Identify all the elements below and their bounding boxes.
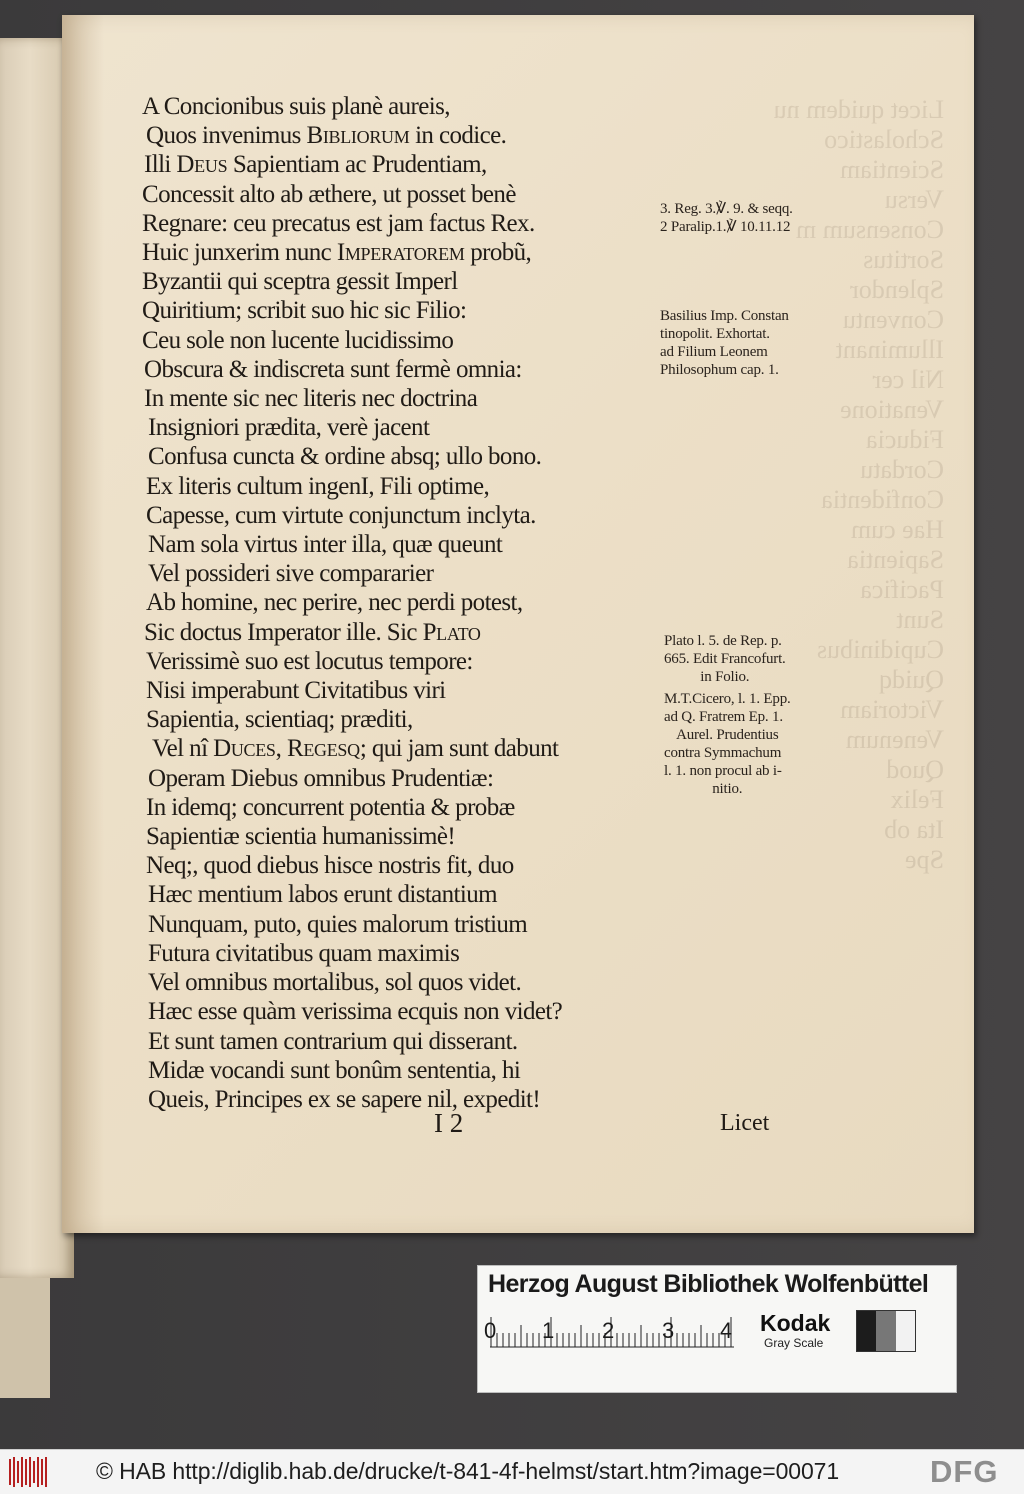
poem-text-run: Ceu sole non lucente lucidissimo xyxy=(142,326,454,354)
ruler-scale xyxy=(490,1313,740,1349)
poem-text-run: Imperatorem xyxy=(336,239,465,267)
poem-text-run: Illi xyxy=(144,151,177,179)
marginal-note-line: 2 Paralip.1.℣ 10.11.12 xyxy=(660,219,791,235)
marginal-note-line: tinopolit. Exhortat. xyxy=(660,326,770,342)
poem-text-run: Capesse, cum virtute conjunctum inclyta. xyxy=(146,501,536,529)
poem-text xyxy=(142,92,662,1114)
dfg-logo: DFG xyxy=(930,1454,999,1489)
poem-line xyxy=(142,618,662,647)
poem-line xyxy=(142,647,662,676)
poem-line xyxy=(142,150,662,179)
poem-text-run: Ab homine, nec perire, nec perdi potest, xyxy=(146,589,523,617)
poem-text-run: Regesq xyxy=(286,735,360,763)
poem-text-run: Nisi imperabunt Civitatibus viri xyxy=(146,677,446,705)
library-name: Herzog August Bibliothek Wolfenbüttel xyxy=(488,1270,929,1298)
poem-text-run: Nunquam, puto, quies malorum tristium xyxy=(148,910,528,938)
poem-text-run: Deus xyxy=(176,151,228,179)
ruler-number: 4 xyxy=(720,1318,733,1343)
gray-patch xyxy=(896,1311,915,1351)
poem-line xyxy=(142,384,662,413)
marginal-note-line: Basilius Imp. Constan xyxy=(660,308,789,324)
poem-text-run: Confusa cuncta & ordine absq; ullo bono. xyxy=(148,443,542,471)
poem-text-run: Sapientiam ac Prudentiam, xyxy=(227,151,487,179)
poem-text-run: , xyxy=(275,735,287,763)
poem-text-run: Verissimè suo est locutus tempore: xyxy=(146,647,473,675)
marginal-note-line: Plato l. 5. de Rep. p. xyxy=(664,633,782,649)
poem-line xyxy=(142,676,662,705)
ruler-number: 0 xyxy=(484,1318,497,1343)
poem-line xyxy=(142,326,662,355)
poem-line xyxy=(142,209,662,238)
poem-line xyxy=(142,997,662,1026)
poem-line xyxy=(142,121,662,150)
poem-line xyxy=(142,180,662,209)
poem-text-run: Byzantii qui sceptra gessit Imperl xyxy=(142,268,458,296)
poem-line xyxy=(142,413,662,442)
poem-line xyxy=(142,939,662,968)
poem-text-run: Regnare: ceu precatus est jam factus Rex. xyxy=(142,209,535,237)
marginal-note-line: ad Filium Leonem xyxy=(660,344,768,360)
marginal-note-cicero xyxy=(664,690,791,798)
poem-text-run: Sapientia, scientiaq; præditi, xyxy=(146,706,413,734)
poem-line xyxy=(142,1027,662,1056)
marginal-note-line: contra Symmachum xyxy=(664,745,782,761)
marginal-note-line: in Folio. xyxy=(700,669,750,685)
poem-text-run: Sapientiæ scientia humanissimè! xyxy=(146,823,456,851)
poem-text-run: In mente sic nec literis nec doctrina xyxy=(144,385,478,413)
poem-text-run: Bibliorum xyxy=(306,122,410,150)
poem-line xyxy=(142,822,662,851)
ruler-number: 2 xyxy=(602,1318,615,1343)
poem-line xyxy=(142,296,662,325)
gray-patch xyxy=(876,1311,895,1351)
poem-line xyxy=(142,472,662,501)
poem-text-run: in codice. xyxy=(409,122,507,150)
poem-text-run: Plato xyxy=(422,618,481,646)
poem-text-run: probũ, xyxy=(464,239,532,267)
footer-bar xyxy=(0,1449,1024,1494)
poem-text-run: Duces xyxy=(213,735,276,763)
catchword: Licet xyxy=(720,1110,770,1136)
gray-scale-label: Gray Scale xyxy=(764,1336,824,1350)
marginal-note-line: Aurel. Prudentius xyxy=(676,727,779,743)
poem-text-run: Huic junxerim nunc xyxy=(142,239,337,267)
poem-text-run: Hæc mentium labos erunt distantium xyxy=(148,881,497,909)
poem-text-run: Vel possideri sive compararier xyxy=(148,560,434,588)
marginal-note-plato xyxy=(664,632,786,686)
poem-line xyxy=(142,705,662,734)
poem-line xyxy=(142,1056,662,1085)
poem-text-run: Queis, Principes ex se sapere nil, expedit! xyxy=(148,1085,541,1113)
color-calibration-card xyxy=(477,1265,957,1393)
marginal-note-line: l. 1. non procul ab i- xyxy=(664,763,782,779)
poem-line xyxy=(142,238,662,267)
poem-line xyxy=(142,92,662,121)
poem-text-run: Quiritium; scribit suo hic sic Filio: xyxy=(142,297,467,325)
ruler-number: 3 xyxy=(662,1318,675,1343)
poem-text-run: Vel omnibus mortalibus, sol quos videt. xyxy=(148,969,522,997)
poem-text-run: A Concionibus suis planè aureis, xyxy=(142,93,450,120)
marginal-note-line: M.T.Cicero, l. 1. Epp. xyxy=(664,691,791,707)
marginal-note-line: 3. Reg. 3.℣. 9. & seqq. xyxy=(660,201,793,217)
ruler-number: 1 xyxy=(542,1318,555,1343)
poem-line xyxy=(142,1085,662,1114)
gray-patch xyxy=(857,1311,876,1351)
marginal-note-line: 665. Edit Francofurt. xyxy=(664,651,786,667)
poem-line xyxy=(142,267,662,296)
marginal-note-basilius xyxy=(660,307,789,379)
poem-text-run: Et sunt tamen contrarium qui disserant. xyxy=(148,1027,518,1055)
poem-line xyxy=(142,880,662,909)
poem-line xyxy=(142,501,662,530)
poem-text-run: In idemq; concurrent potentia & probæ xyxy=(146,793,515,821)
underlying-page-lower xyxy=(0,1278,50,1398)
marginal-note-line: Philosophum cap. 1. xyxy=(660,362,779,378)
poem-text-run: Futura civitatibus quam maximis xyxy=(148,939,460,967)
poem-line xyxy=(142,764,662,793)
poem-text-run: Quos invenimus xyxy=(146,122,307,150)
marginal-note-reg xyxy=(660,200,793,236)
poem-text-run: Nam sola virtus inter illa, quæ queunt xyxy=(148,531,503,559)
poem-text-run: Vel nî xyxy=(152,735,214,763)
poem-text-run: Insigniori prædita, verè jacent xyxy=(148,414,430,442)
poem-text-run: ; qui jam sunt dabunt xyxy=(359,735,559,763)
barcode-icon xyxy=(8,1456,50,1488)
signature-mark: I 2 xyxy=(434,1108,464,1138)
marginal-note-line: nitio. xyxy=(712,781,743,797)
poem-text-run: Hæc esse quàm verissima ecquis non videt? xyxy=(148,998,563,1026)
poem-line xyxy=(142,355,662,384)
poem-text-run: Neq;, quod diebus hisce nostris fit, duo xyxy=(146,852,514,880)
poem-line xyxy=(142,530,662,559)
poem-line xyxy=(142,734,662,763)
poem-text-run: Obscura & indiscreta sunt fermè omnia: xyxy=(144,355,522,383)
poem-line xyxy=(142,559,662,588)
poem-line xyxy=(142,588,662,617)
poem-text-run: Midæ vocandi sunt bonûm sententia, hi xyxy=(148,1056,521,1084)
poem-line xyxy=(142,851,662,880)
marginal-note-line: ad Q. Fratrem Ep. 1. xyxy=(664,709,783,725)
poem-text-run: Operam Diebus omnibus Prudentiæ: xyxy=(148,764,494,792)
poem-line xyxy=(142,968,662,997)
poem-text-run: Ex literis cultum ingenI, Fili optime, xyxy=(146,472,490,500)
poem-line xyxy=(142,793,662,822)
kodak-logo: Kodak xyxy=(760,1310,831,1336)
poem-line xyxy=(142,442,662,471)
source-link[interactable]: © HAB http://diglib.hab.de/drucke/t-841-4f-helmst/start.htm?image=00071 xyxy=(96,1458,840,1484)
gray-scale-patches xyxy=(856,1310,916,1352)
poem-text-run: Sic doctus Imperator ille. Sic xyxy=(144,618,423,646)
poem-line xyxy=(142,910,662,939)
poem-text-run: Concessit alto ab æthere, ut posset benè xyxy=(142,180,516,208)
show-through-text: Licet quidem nu Scholastico Scientiam Versu Consensum m Sortitus Splendor Conventu Illuminant Nil cer Venatione Fiducia Cordatu Confidentia Hae cum Sapientia Pacifica Sunt Cupidinibus Quidq Victoriam Venenum Quod Felix Ita ob Spe xyxy=(773,95,944,874)
